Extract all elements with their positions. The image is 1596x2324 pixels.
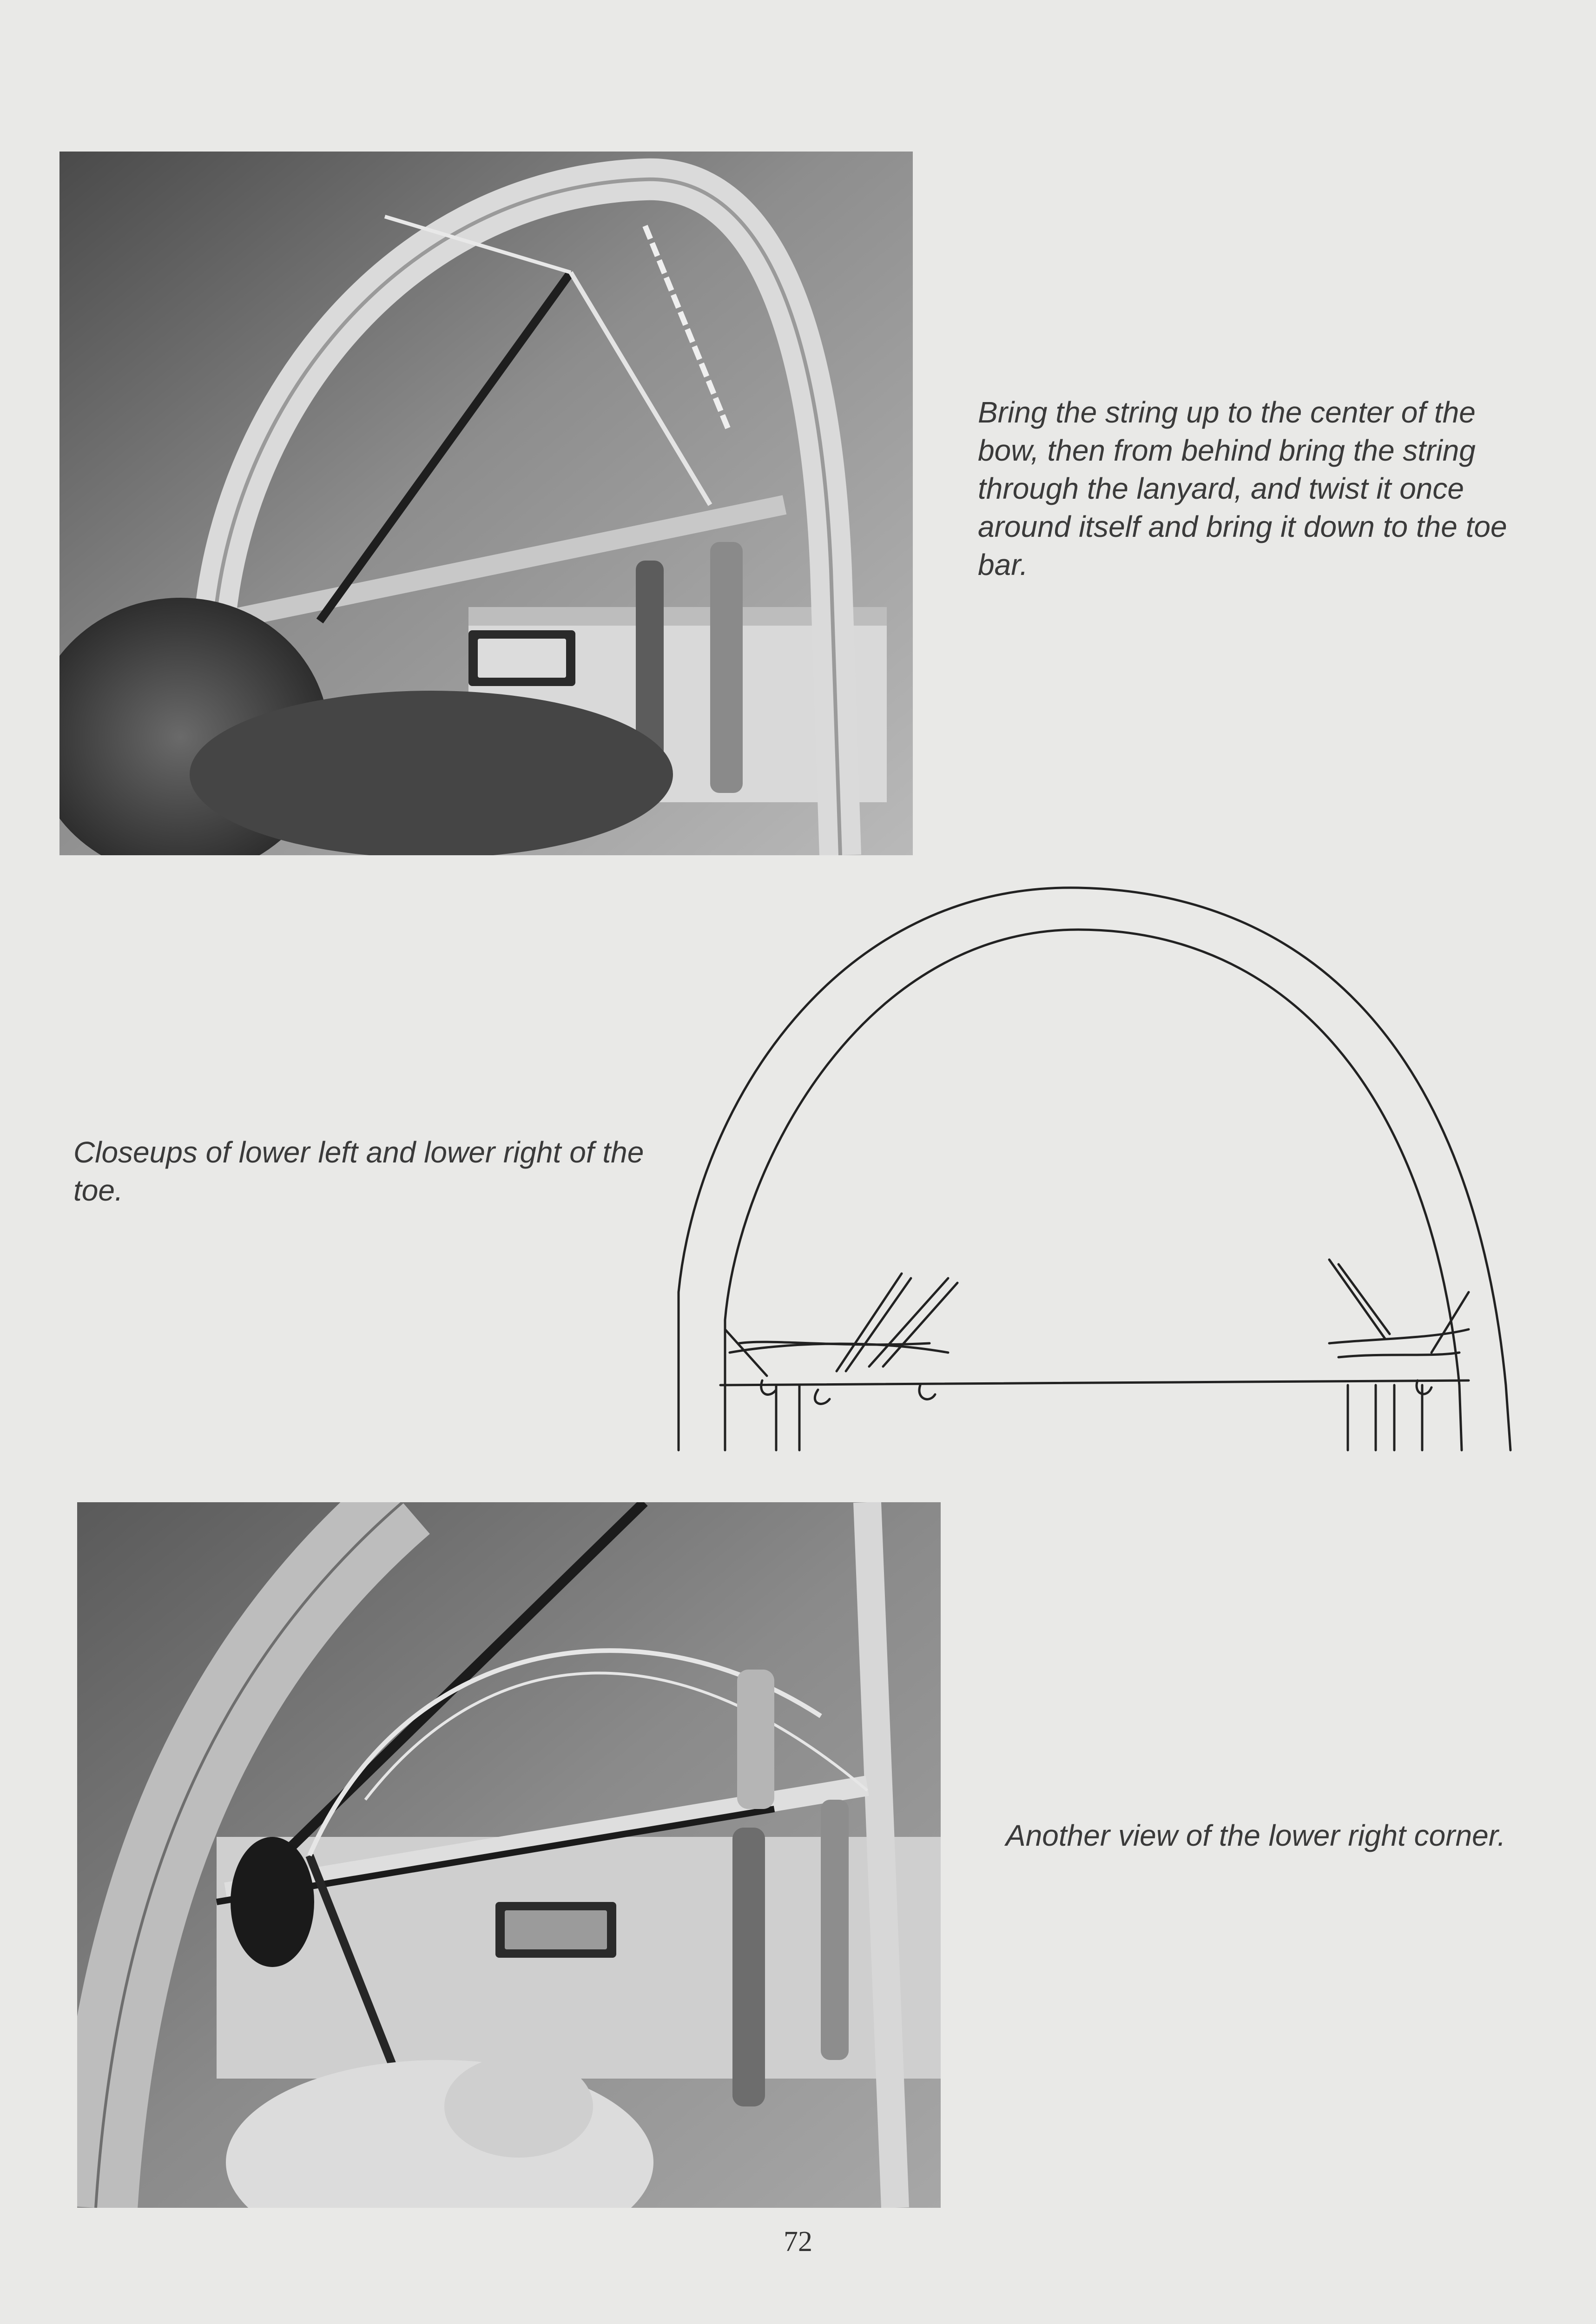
bow-inner: [725, 930, 1462, 1450]
toe-lacing-diagram: [669, 874, 1534, 1459]
toe-bar: [720, 1380, 1469, 1385]
photo-lower-right-corner: [77, 1502, 941, 2208]
bow-outer: [679, 888, 1510, 1450]
caption-middle: Closeups of lower left and lower right of the toe.: [73, 1136, 644, 1207]
left-lacing: [725, 1274, 957, 1450]
caption-bottom: Another view of the lower right corner.: [1006, 1819, 1506, 1852]
page-number: 72: [784, 2226, 812, 2258]
caption-top: Bring the string up to the center of the bow, then from behind bring the string through the lanyard, and twist it once around itself and bring it down to the toe bar.: [978, 396, 1507, 581]
photo-snowshoe-toe-lacing: [59, 152, 913, 855]
right-lacing: [1329, 1260, 1469, 1450]
